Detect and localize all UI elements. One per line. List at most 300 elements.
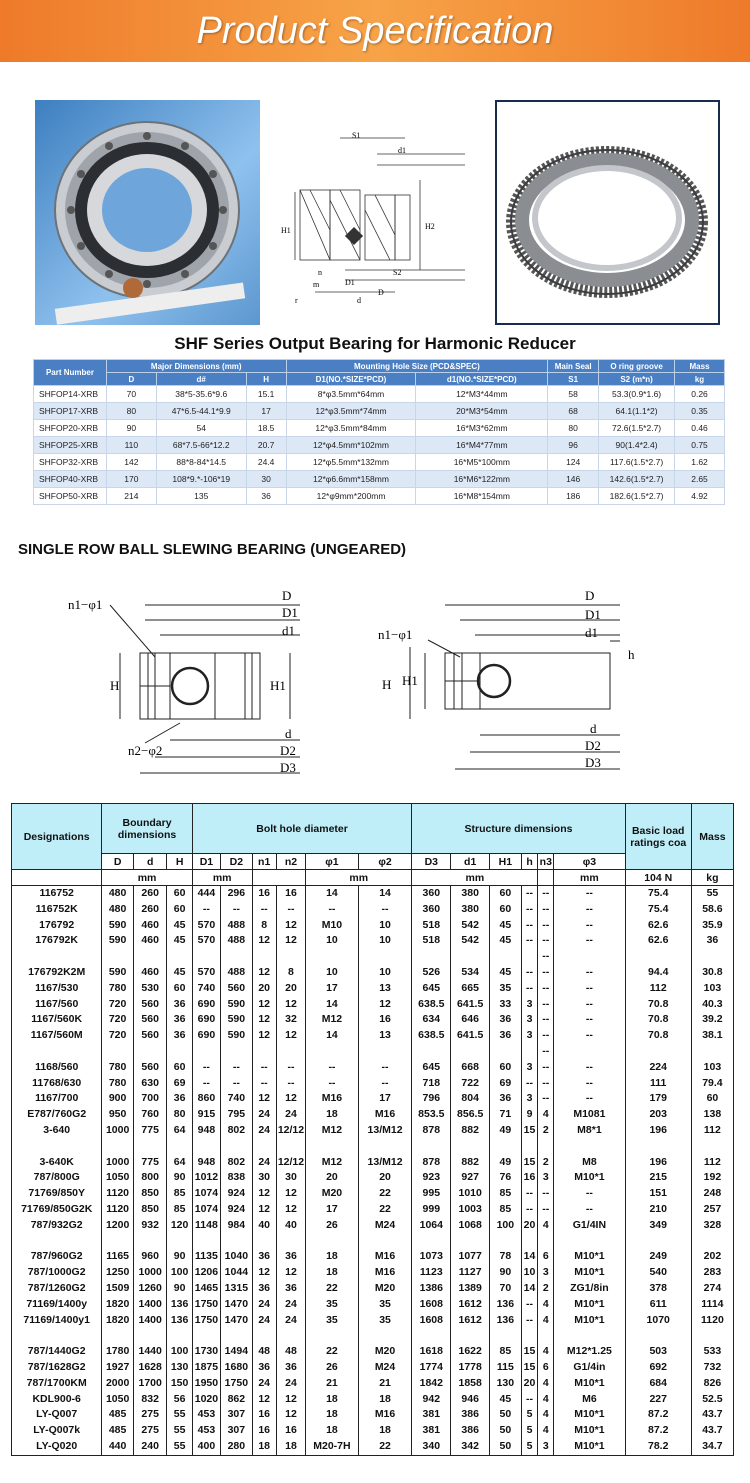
table-cell: 440: [102, 1439, 134, 1455]
table-cell: 590: [221, 997, 253, 1013]
shf-part-number: SHFOP40-XRB: [34, 471, 107, 488]
table-cell: 35: [358, 1313, 412, 1329]
table-cell: [451, 1044, 490, 1060]
table-cell: --: [538, 997, 554, 1013]
table-cell: 12: [358, 997, 412, 1013]
table-cell: 24: [252, 1123, 276, 1139]
table-cell: 13: [358, 981, 412, 997]
table-cell: M16: [306, 1091, 359, 1107]
table-cell: 3: [521, 1012, 538, 1028]
unit-bolt-d: mm: [192, 870, 252, 886]
table-cell: 380: [451, 886, 490, 902]
table-cell: 1074: [192, 1186, 220, 1202]
table-cell: [276, 1044, 305, 1060]
shf-cell: 72.6(1.5*2.7): [599, 420, 675, 437]
shf-subheader: S2 (m*n): [599, 373, 675, 386]
table-cell: 665: [451, 981, 490, 997]
table-cell: 12: [252, 933, 276, 949]
table-cell: 307: [221, 1423, 253, 1439]
shf-cell: 186: [548, 488, 599, 505]
designation-cell: 787/1260G2: [12, 1281, 102, 1297]
table-cell: [451, 1328, 490, 1344]
big-subheader: d1: [451, 854, 490, 870]
big-subheader: D1: [192, 854, 220, 870]
table-cell: --: [554, 902, 625, 918]
table-cell: 1509: [102, 1281, 134, 1297]
table-cell: --: [521, 1202, 538, 1218]
table-cell: 1050: [102, 1392, 134, 1408]
table-cell: 40: [276, 1218, 305, 1234]
table-cell: 248: [691, 1186, 733, 1202]
table-cell: 570: [192, 933, 220, 949]
table-cell: 36: [276, 1281, 305, 1297]
table-cell: 35: [358, 1297, 412, 1313]
table-cell: 1114: [691, 1297, 733, 1313]
big-subheader: D3: [412, 854, 451, 870]
table-cell: 10: [358, 965, 412, 981]
big-subheader: φ3: [554, 854, 625, 870]
table-cell: M10*1: [554, 1376, 625, 1392]
table-cell: M10*1: [554, 1407, 625, 1423]
table-cell: [192, 949, 220, 965]
table-row: [12, 1186, 734, 1202]
header-structure: Structure dimensions: [412, 804, 625, 854]
table-cell: [221, 1139, 253, 1155]
table-cell: 590: [221, 1012, 253, 1028]
shf-header-oring: O ring groove: [599, 360, 675, 373]
table-cell: 4: [538, 1107, 554, 1123]
table-cell: [192, 1044, 220, 1060]
shf-row: [34, 488, 725, 505]
table-cell: 560: [133, 1060, 167, 1076]
table-row: [12, 1281, 734, 1297]
table-cell: [521, 1328, 538, 1344]
table-cell: 1465: [192, 1281, 220, 1297]
table-cell: 1612: [451, 1297, 490, 1313]
table-cell: [490, 1139, 522, 1155]
shf-cell: 38*5-35.6*9.6: [156, 386, 246, 403]
shf-cell: 90: [106, 420, 156, 437]
table-cell: 10: [306, 965, 359, 981]
table-cell: 760: [133, 1107, 167, 1123]
table-cell: 36: [691, 933, 733, 949]
table-cell: 5: [521, 1439, 538, 1455]
unit-bolt-n: [252, 870, 306, 886]
shf-header-part: Part Number: [34, 360, 107, 386]
shf-header-mass: Mass: [675, 360, 725, 373]
shf-cell: 12*φ4.5mm*102mm: [286, 437, 416, 454]
table-cell: --: [221, 1060, 253, 1076]
table-cell: 1077: [451, 1249, 490, 1265]
table-cell: [625, 1234, 691, 1250]
table-cell: 45: [167, 918, 192, 934]
table-cell: 542: [451, 918, 490, 934]
table-cell: 826: [691, 1376, 733, 1392]
table-cell: 924: [221, 1186, 253, 1202]
table-cell: 78: [490, 1249, 522, 1265]
table-row: [12, 918, 734, 934]
table-cell: 720: [102, 1012, 134, 1028]
table-cell: M12: [306, 1123, 359, 1139]
table-cell: 2: [538, 1155, 554, 1171]
cross-section-drawing: [281, 120, 470, 310]
table-cell: [490, 949, 522, 965]
shf-row: [34, 437, 725, 454]
table-cell: 9: [521, 1107, 538, 1123]
table-cell: 722: [451, 1076, 490, 1092]
table-cell: 802: [221, 1155, 253, 1171]
table-cell: M16: [358, 1407, 412, 1423]
table-cell: ZG1/8in: [554, 1281, 625, 1297]
table-cell: 275: [133, 1423, 167, 1439]
table-cell: 638.5: [412, 997, 451, 1013]
shf-cell: 30: [246, 471, 286, 488]
table-cell: 30.8: [691, 965, 733, 981]
designation-cell: 176792: [12, 918, 102, 934]
table-cell: 1120: [102, 1202, 134, 1218]
table-cell: --: [554, 918, 625, 934]
designation-cell: 1167/530: [12, 981, 102, 997]
table-cell: 1386: [412, 1281, 451, 1297]
table-cell: 30: [252, 1170, 276, 1186]
table-cell: 274: [691, 1281, 733, 1297]
table-cell: 48: [276, 1344, 305, 1360]
table-cell: [691, 1328, 733, 1344]
table-cell: 530: [133, 981, 167, 997]
table-cell: 45: [167, 965, 192, 981]
shf-part-number: SHFOP32-XRB: [34, 454, 107, 471]
unit-load: 104 N: [625, 870, 691, 886]
table-cell: 283: [691, 1265, 733, 1281]
table-cell: 12/12: [276, 1123, 305, 1139]
table-cell: --: [554, 1202, 625, 1218]
designation-cell: 1168/560: [12, 1060, 102, 1076]
table-row: [12, 933, 734, 949]
table-cell: 328: [691, 1218, 733, 1234]
designation-cell: 71769/850G2K: [12, 1202, 102, 1218]
table-cell: 12: [276, 1028, 305, 1044]
table-cell: 720: [102, 1028, 134, 1044]
table-cell: --: [538, 1091, 554, 1107]
table-cell: 690: [192, 1012, 220, 1028]
table-cell: --: [192, 1060, 220, 1076]
table-cell: 1778: [451, 1360, 490, 1376]
table-cell: 1000: [133, 1265, 167, 1281]
table-cell: --: [521, 1392, 538, 1408]
label-h1: H1: [281, 226, 291, 235]
table-cell: 64: [167, 1123, 192, 1139]
table-cell: 1400: [133, 1313, 167, 1329]
shf-cell: 0.26: [675, 386, 725, 403]
shf-cell: 142: [106, 454, 156, 471]
shf-cell: 68*7.5-66*12.2: [156, 437, 246, 454]
unit-kg: kg: [691, 870, 733, 886]
table-cell: 775: [133, 1155, 167, 1171]
table-cell: 36: [490, 1028, 522, 1044]
table-cell: [451, 1139, 490, 1155]
table-cell: 453: [192, 1407, 220, 1423]
table-cell: M8: [554, 1155, 625, 1171]
designation-cell: 71769/850Y: [12, 1186, 102, 1202]
table-cell: 10: [521, 1265, 538, 1281]
shf-cell: 12*φ3.5mm*84mm: [286, 420, 416, 437]
table-cell: 1470: [221, 1313, 253, 1329]
table-cell: M16: [358, 1265, 412, 1281]
table-cell: 20: [306, 1170, 359, 1186]
table-cell: 732: [691, 1360, 733, 1376]
table-cell: 69: [167, 1076, 192, 1092]
table-cell: 21: [358, 1376, 412, 1392]
shf-cell: 182.6(1.5*2.7): [599, 488, 675, 505]
designation-cell: LY-Q007: [12, 1407, 102, 1423]
table-row: [12, 1060, 734, 1076]
table-cell: [451, 1234, 490, 1250]
table-cell: 3: [538, 1170, 554, 1186]
table-cell: 60: [167, 886, 192, 902]
table-cell: 570: [192, 918, 220, 934]
table-cell: 60: [691, 1091, 733, 1107]
table-cell: [412, 1139, 451, 1155]
shf-cell: 80: [106, 403, 156, 420]
table-cell: 136: [167, 1297, 192, 1313]
table-cell: --: [306, 902, 359, 918]
table-cell: 4: [538, 1297, 554, 1313]
table-cell: 16: [521, 1170, 538, 1186]
table-cell: 12: [252, 965, 276, 981]
shf-cell: 53.3(0.9*1.6): [599, 386, 675, 403]
shf-cell: 135: [156, 488, 246, 505]
shf-cell: 146: [548, 471, 599, 488]
shf-cell: 70: [106, 386, 156, 403]
table-row: [12, 1012, 734, 1028]
table-row: [12, 1170, 734, 1186]
table-cell: 215: [625, 1170, 691, 1186]
big-subheader: d: [133, 854, 167, 870]
table-cell: 1073: [412, 1249, 451, 1265]
table-cell: 36: [252, 1281, 276, 1297]
table-cell: 999: [412, 1202, 451, 1218]
table-cell: 14: [521, 1249, 538, 1265]
table-cell: [625, 1328, 691, 1344]
table-cell: [521, 1139, 538, 1155]
table-cell: 24: [252, 1297, 276, 1313]
table-cell: 4: [538, 1218, 554, 1234]
table-cell: 850: [133, 1186, 167, 1202]
table-cell: 85: [490, 1344, 522, 1360]
table-cell: --: [554, 981, 625, 997]
table-cell: 645: [412, 981, 451, 997]
designation-cell: 787/932G2: [12, 1218, 102, 1234]
table-cell: --: [521, 918, 538, 934]
table-row: [12, 1139, 734, 1155]
table-cell: --: [192, 902, 220, 918]
table-cell: 24: [252, 1313, 276, 1329]
table-cell: M10: [306, 918, 359, 934]
table-cell: 1000: [102, 1155, 134, 1171]
table-cell: 70.8: [625, 997, 691, 1013]
table-cell: 45: [490, 933, 522, 949]
designation-cell: 787/1628G2: [12, 1360, 102, 1376]
table-cell: 5: [521, 1407, 538, 1423]
table-cell: --: [538, 933, 554, 949]
label-d: d: [357, 296, 361, 305]
table-cell: 1050: [102, 1170, 134, 1186]
shf-cell: 96: [548, 437, 599, 454]
designation-cell: 787/1700KM: [12, 1376, 102, 1392]
shf-cell: 36: [246, 488, 286, 505]
table-cell: 1135: [192, 1249, 220, 1265]
designation-cell: [12, 1139, 102, 1155]
label-h2: H2: [425, 222, 435, 231]
table-cell: 64: [167, 1155, 192, 1171]
table-cell: 1820: [102, 1297, 134, 1313]
table-cell: 1165: [102, 1249, 134, 1265]
table-cell: 45: [167, 933, 192, 949]
designation-cell: 787/960G2: [12, 1249, 102, 1265]
shf-row: [34, 403, 725, 420]
header-designations: Designations: [12, 804, 102, 870]
table-row: [12, 1107, 734, 1123]
table-cell: 946: [451, 1392, 490, 1408]
shf-cell: 1.62: [675, 454, 725, 471]
table-cell: 43.7: [691, 1423, 733, 1439]
table-cell: 115: [490, 1360, 522, 1376]
table-cell: 34.7: [691, 1439, 733, 1455]
shf-cell: 170: [106, 471, 156, 488]
table-row: [12, 1297, 734, 1313]
shf-part-number: SHFOP20-XRB: [34, 420, 107, 437]
table-cell: [554, 1139, 625, 1155]
table-cell: 15: [521, 1360, 538, 1376]
table-cell: 24: [276, 1297, 305, 1313]
table-cell: 590: [102, 965, 134, 981]
big-subheader: h: [521, 854, 538, 870]
table-cell: 1064: [412, 1218, 451, 1234]
table-cell: 22: [358, 1202, 412, 1218]
table-cell: 36: [252, 1360, 276, 1376]
table-cell: 948: [192, 1155, 220, 1171]
table-cell: [102, 949, 134, 965]
table-cell: 52.5: [691, 1392, 733, 1408]
table-cell: M12: [306, 1155, 359, 1171]
unit-empty: [12, 870, 102, 886]
table-cell: 1858: [451, 1376, 490, 1392]
table-cell: 60: [167, 1060, 192, 1076]
shf-cell: 142.6(1.5*2.7): [599, 471, 675, 488]
table-cell: --: [538, 1044, 554, 1060]
table-cell: 111: [625, 1076, 691, 1092]
table-cell: 45: [490, 965, 522, 981]
table-cell: 80: [167, 1107, 192, 1123]
table-cell: 1010: [451, 1186, 490, 1202]
table-cell: [412, 1328, 451, 1344]
big-subheader: n3: [539, 855, 552, 868]
table-cell: [306, 1139, 359, 1155]
table-cell: 948: [192, 1123, 220, 1139]
shf-subheader: kg: [675, 373, 725, 386]
table-cell: 1074: [192, 1202, 220, 1218]
table-cell: --: [521, 1313, 538, 1329]
table-cell: [521, 1044, 538, 1060]
table-cell: 684: [625, 1376, 691, 1392]
table-cell: 882: [451, 1155, 490, 1171]
table-cell: 380: [451, 902, 490, 918]
slewing-bearing-table: [11, 803, 734, 1456]
table-cell: [133, 1044, 167, 1060]
table-cell: 878: [412, 1155, 451, 1171]
table-cell: 1618: [412, 1344, 451, 1360]
table-cell: 1068: [451, 1218, 490, 1234]
table-cell: 87.2: [625, 1407, 691, 1423]
table-cell: 638.5: [412, 1028, 451, 1044]
table-cell: 13/M12: [358, 1123, 412, 1139]
designation-cell: 176792K: [12, 933, 102, 949]
shf-header-major: Major Dimensions (mm): [106, 360, 286, 373]
table-cell: 3: [521, 1028, 538, 1044]
label-n1-phi1: n1−φ1: [68, 597, 103, 612]
table-cell: 36: [490, 1091, 522, 1107]
table-cell: [102, 1234, 134, 1250]
table-cell: 12/12: [276, 1155, 305, 1171]
designation-cell: 71169/1400y1: [12, 1313, 102, 1329]
table-cell: 12: [276, 1091, 305, 1107]
table-cell: 960: [133, 1249, 167, 1265]
shf-subheader: d#: [156, 373, 246, 386]
table-cell: 1494: [221, 1344, 253, 1360]
table-cell: 1120: [102, 1186, 134, 1202]
table-cell: 3: [521, 1060, 538, 1076]
table-cell: 860: [192, 1091, 220, 1107]
shf-part-number: SHFOP14-XRB: [34, 386, 107, 403]
table-cell: 1315: [221, 1281, 253, 1297]
table-cell: 36: [252, 1249, 276, 1265]
table-cell: --: [252, 1060, 276, 1076]
table-cell: 18: [306, 1407, 359, 1423]
table-cell: M16: [358, 1249, 412, 1265]
table-cell: 915: [192, 1107, 220, 1123]
table-cell: 480: [102, 886, 134, 902]
page-title: Product Specification: [196, 10, 554, 52]
table-cell: 924: [221, 1202, 253, 1218]
table-cell: 780: [102, 981, 134, 997]
table-cell: 690: [192, 997, 220, 1013]
table-cell: [167, 1044, 192, 1060]
table-cell: 136: [167, 1313, 192, 1329]
table-cell: M10*1: [554, 1170, 625, 1186]
table-cell: 1612: [451, 1313, 490, 1329]
table-cell: 900: [102, 1091, 134, 1107]
table-cell: 12: [276, 933, 305, 949]
label-H1-left: H1: [270, 678, 286, 693]
table-cell: [554, 949, 625, 965]
table-cell: 17: [358, 1091, 412, 1107]
table-cell: 6: [538, 1249, 554, 1265]
table-cell: 796: [412, 1091, 451, 1107]
label-d1-lower: D1: [345, 278, 355, 287]
table-cell: 882: [451, 1123, 490, 1139]
table-cell: 1608: [412, 1313, 451, 1329]
shf-cell: 68: [548, 403, 599, 420]
table-cell: 103: [691, 1060, 733, 1076]
table-cell: 14: [306, 997, 359, 1013]
table-cell: 50: [490, 1423, 522, 1439]
table-cell: [412, 1044, 451, 1060]
table-cell: 780: [102, 1060, 134, 1076]
table-cell: 103: [691, 981, 733, 997]
table-cell: [451, 949, 490, 965]
shf-cell: 15.1: [246, 386, 286, 403]
table-cell: --: [276, 1076, 305, 1092]
